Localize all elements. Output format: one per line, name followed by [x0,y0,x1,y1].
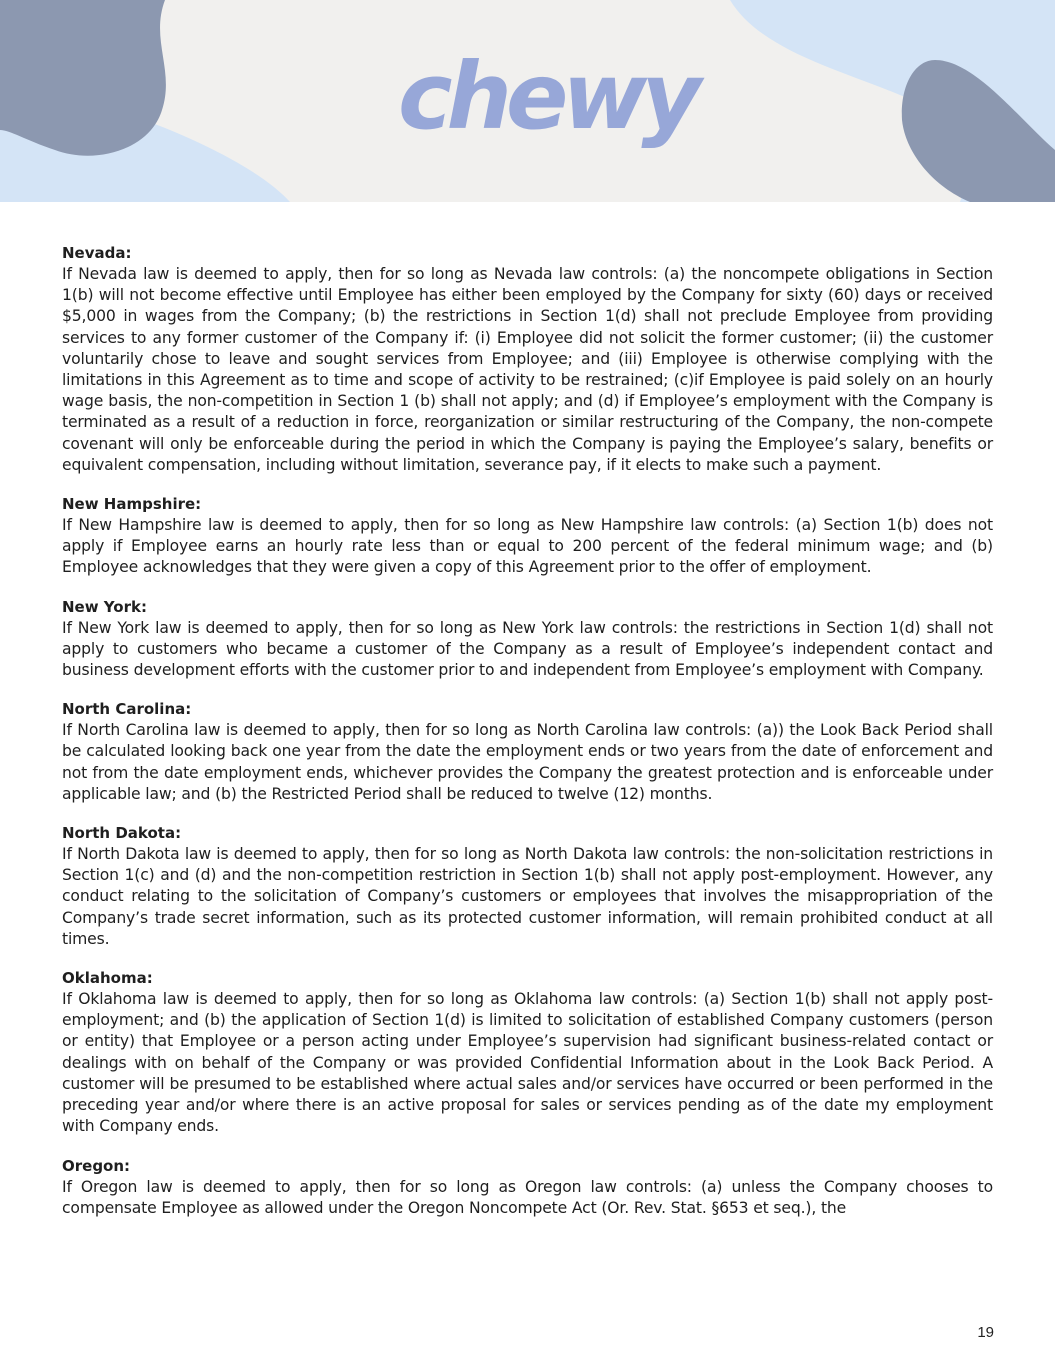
section-body: If Nevada law is deemed to apply, then for so long as Nevada law controls: (a) the noncompete obligations in Section 1(b) will not become effective until Employee has either been employed by the Company for sixty (60) days or received $5,000 in wages from the Company; (b) the restrictions in Section 1(d) shall not preclude Employee from providing services to any former customer of the Company if: (i) Employee did not solicit the former customer; (ii) the customer voluntarily chose to leave and sought services from Employee; and (iii) Employee is otherwise complying with the limitations in this Agreement as to time and scope of activity to be restrained; (c)if Employee is paid solely on an hourly wage basis, the non-competition in Section 1 (b) shall not apply; and (d) if Employee’s employment with the Company is terminated as a result of a reduction in force, reorganization or similar restructuring of the Company, the non-compete covenant will only be enforceable during the period in which the Company is paying the Employee’s salary, benefits or equivalent compensation, including without limitation, severance pay, if it elects to make such a payment. [62,265,993,474]
section-body: If North Carolina law is deemed to apply, then for so long as North Carolina law controls: (a)) the Look Back Period shall be calculated looking back one year from the date the employment ends or two years from the date of enforcement and not from the date employment ends, whichever provides the Company the greatest protection and is enforceable under applicable law; and (b) the Restricted Period shall be reduced to twelve (12) months. [62,721,993,803]
document-body [62,243,993,1237]
section-body: If New Hampshire law is deemed to apply, then for so long as New Hampshire law controls: (a) Section 1(b) does not apply if Employee earns an hourly rate less than or equal to 200 percent of the federal minimum wage; and (b) Employee acknowledges that they were given a copy of this Agreement prior to the offer of employment. [62,516,993,577]
page-header [0,0,1055,202]
section-title: Nevada: [62,244,132,262]
section-new-york [62,597,993,682]
section-title: New Hampshire: [62,495,202,514]
section-body: If New York law is deemed to apply, then for so long as New York law controls: the restrictions in Section 1(d) shall not apply to customers who became a customer of the Company as a result of Employee’s independent contact and business development efforts with the customer prior to and independent from Employee’s employment with Company. [62,618,993,680]
section-title: Oregon: [62,1156,131,1175]
section-new-hampshire [62,494,993,579]
chewy-logo: chewy [398,43,696,150]
section-oregon [62,1156,993,1219]
section-oklahoma [62,968,993,1137]
section-north-dakota [62,823,993,950]
section-nevada [62,243,993,476]
section-north-carolina [62,699,993,805]
left-dark-blob [0,0,166,156]
page-number: 19 [977,1324,994,1341]
section-body: If North Dakota law is deemed to apply, then for so long as North Dakota law controls: the non-solicitation restrictions in Section 1(c) and (d) and the non-competition restriction in Section 1(b) shall not apply post-employment. However, any conduct relating to the solicitation of Company’s customers or employees that involves the misappropriation of the Company’s trade secret information, such as its protected customer information, will remain prohibited conduct at all times. [62,845,993,948]
section-body: If Oklahoma law is deemed to apply, then for so long as Oklahoma law controls: (a) Section 1(b) shall not apply post-employment; and (b) the application of Section 1(d) is limited to solicitation of established Company customers (person or entity) that Employee or a person acting under Employee’s supervision had significant business-related contact or dealings with on behalf of the Company or was provided Confidential Information about in the Look Back Period. A customer will be presumed to be established where actual sales and/or services have occurred or been performed in the preceding year and/or where there is an active proposal for sales or services pending as of the date my employment with Company ends. [62,990,993,1136]
section-title: North Dakota: [62,824,182,843]
section-title: North Carolina: [62,700,192,719]
section-title: Oklahoma: [62,969,153,988]
section-title: New York: [62,597,147,616]
section-body: If Oregon law is deemed to apply, then for so long as Oregon law controls: (a) unless the Company chooses to compensate Employee as allowed under the Oregon Noncompete Act (Or. Rev. Stat. §653 et seq.), the [62,1177,993,1217]
